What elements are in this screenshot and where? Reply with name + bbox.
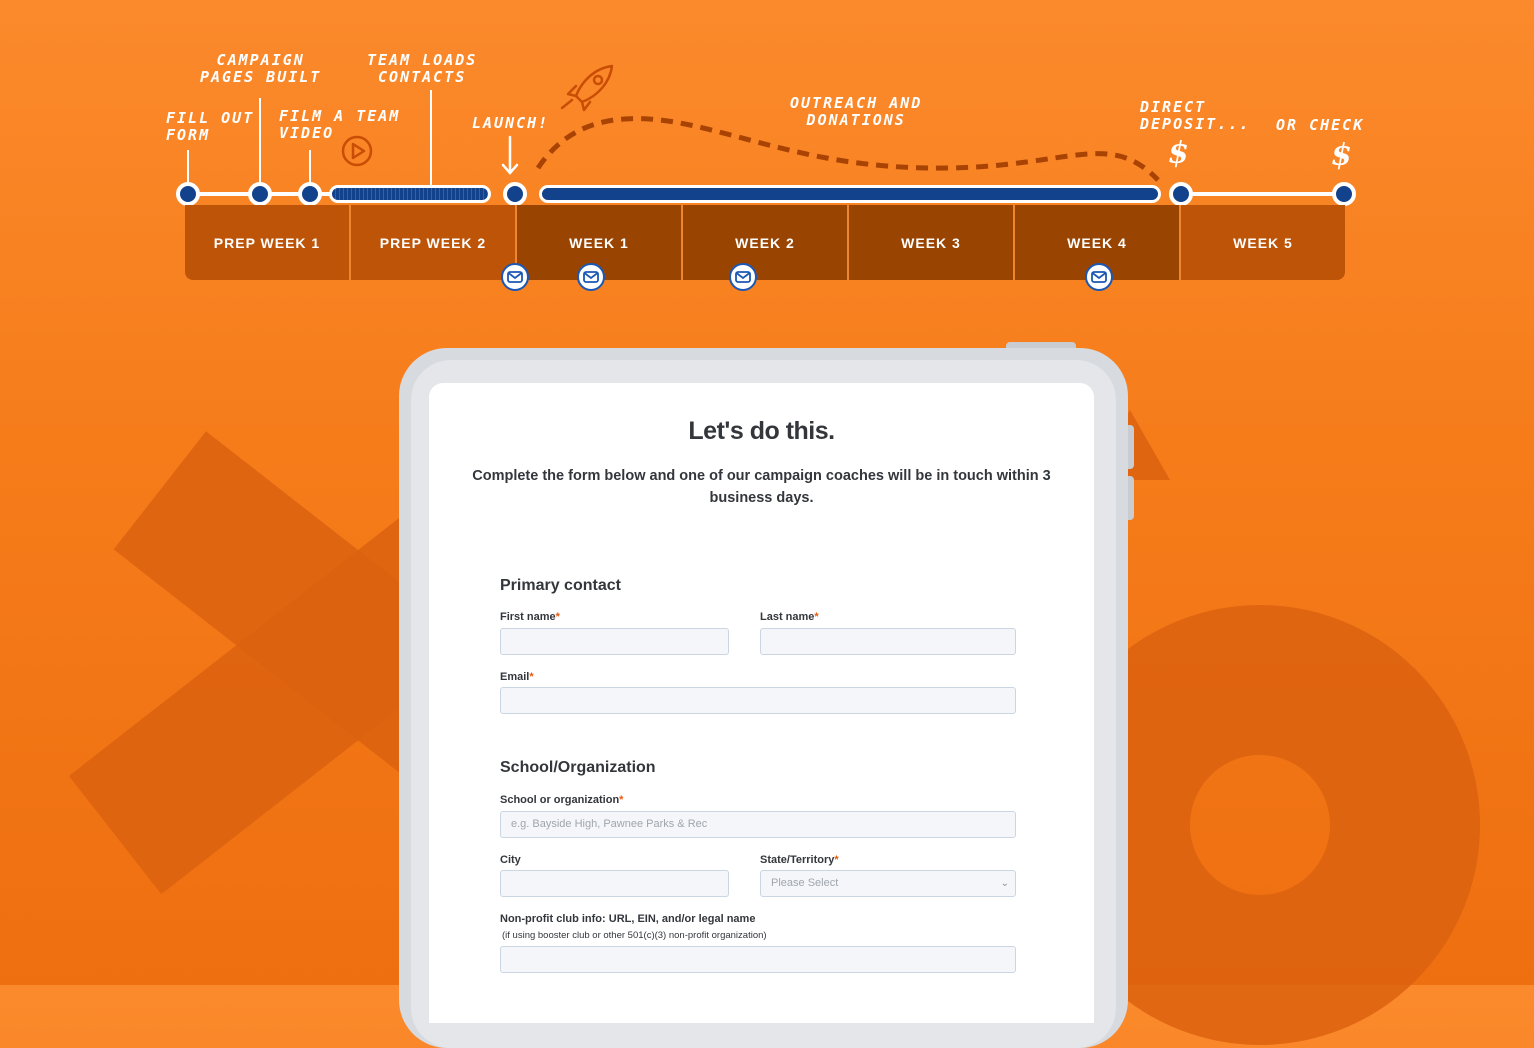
last-name-label: Last name*: [760, 611, 819, 623]
play-icon: [340, 134, 374, 168]
organization-label: School or organization*: [500, 794, 624, 806]
annotation-launch: LAUNCH!: [472, 114, 550, 132]
nonprofit-label: Non-profit club info: URL, EIN, and/or legal name: [500, 913, 756, 925]
timeline-node: [176, 182, 200, 206]
signup-form: [429, 383, 1094, 1023]
tick-team-loads: [430, 90, 432, 186]
rocket-icon: [558, 62, 616, 112]
mail-icon: [729, 263, 757, 291]
tablet-volume-down: [1127, 476, 1134, 520]
nonprofit-hint: (if using booster club or other 501(c)(3) non-profit organization): [502, 930, 767, 941]
dollar-icon: $: [1168, 136, 1189, 171]
section-heading-primary-contact: Primary contact: [500, 577, 621, 594]
state-label: State/Territory*: [760, 854, 839, 866]
organization-input[interactable]: e.g. Bayside High, Pawnee Parks & Rec: [500, 811, 1016, 838]
tablet-volume-up: [1127, 425, 1134, 469]
email-label: Email*: [500, 671, 534, 683]
week-1: WEEK 1: [517, 205, 683, 280]
form-title: Let's do this.: [688, 417, 835, 445]
first-name-input[interactable]: [500, 628, 729, 655]
last-name-input[interactable]: [760, 628, 1016, 655]
annotation-team-loads-contacts: TEAM LOADS CONTACTS: [367, 51, 478, 86]
mail-icon: [1085, 263, 1113, 291]
timeline-node: [298, 182, 322, 206]
timeline-bar-outreach: [539, 185, 1161, 203]
timeline-bar-contacts: [329, 185, 491, 203]
annotation-campaign-pages-built: CAMPAIGN PAGES BUILT: [200, 51, 322, 86]
dollar-icon: $: [1331, 138, 1352, 173]
outreach-dashed-curve: [530, 110, 1170, 190]
mail-icon: [501, 263, 529, 291]
timeline-node: [1332, 182, 1356, 206]
tick-film-video: [309, 150, 311, 186]
email-input[interactable]: [500, 687, 1016, 714]
week-5: WEEK 5: [1181, 205, 1345, 280]
city-input[interactable]: [500, 870, 729, 897]
annotation-direct-deposit: DIRECT DEPOSIT...: [1140, 98, 1251, 133]
week-prep-1: PREP WEEK 1: [185, 205, 351, 280]
week-4: WEEK 4: [1015, 205, 1181, 280]
state-select[interactable]: [760, 870, 1016, 897]
annotation-or-check: OR CHECK: [1276, 116, 1365, 134]
week-3: WEEK 3: [849, 205, 1015, 280]
week-prep-2: PREP WEEK 2: [351, 205, 517, 280]
city-label: City: [500, 854, 521, 866]
week-2: WEEK 2: [683, 205, 849, 280]
first-name-label: First name*: [500, 611, 560, 623]
chevron-down-icon: ⌄: [1000, 878, 1009, 889]
mail-icon: [577, 263, 605, 291]
tick-fill-out-form: [187, 150, 189, 186]
down-arrow-icon: [500, 135, 520, 179]
annotation-fill-out-form: FILL OUT FORM: [166, 109, 255, 144]
week-bar: [185, 205, 1345, 280]
form-subtitle: Complete the form below and one of our campaign coaches will be in touch within 3 business days.: [472, 468, 1051, 506]
timeline-node: [503, 182, 527, 206]
tick-campaign-pages: [259, 98, 261, 186]
timeline-line-end: [1170, 192, 1345, 196]
timeline-node: [1169, 182, 1193, 206]
annotation-film-team-video: FILM A TEAM VIDEO: [279, 107, 401, 142]
section-heading-school: School/Organization: [500, 759, 656, 776]
timeline-node: [248, 182, 272, 206]
state-select-value: Please Select: [771, 877, 839, 889]
nonprofit-input[interactable]: [500, 946, 1016, 973]
annotation-outreach-donations: OUTREACH AND DONATIONS: [790, 94, 923, 129]
